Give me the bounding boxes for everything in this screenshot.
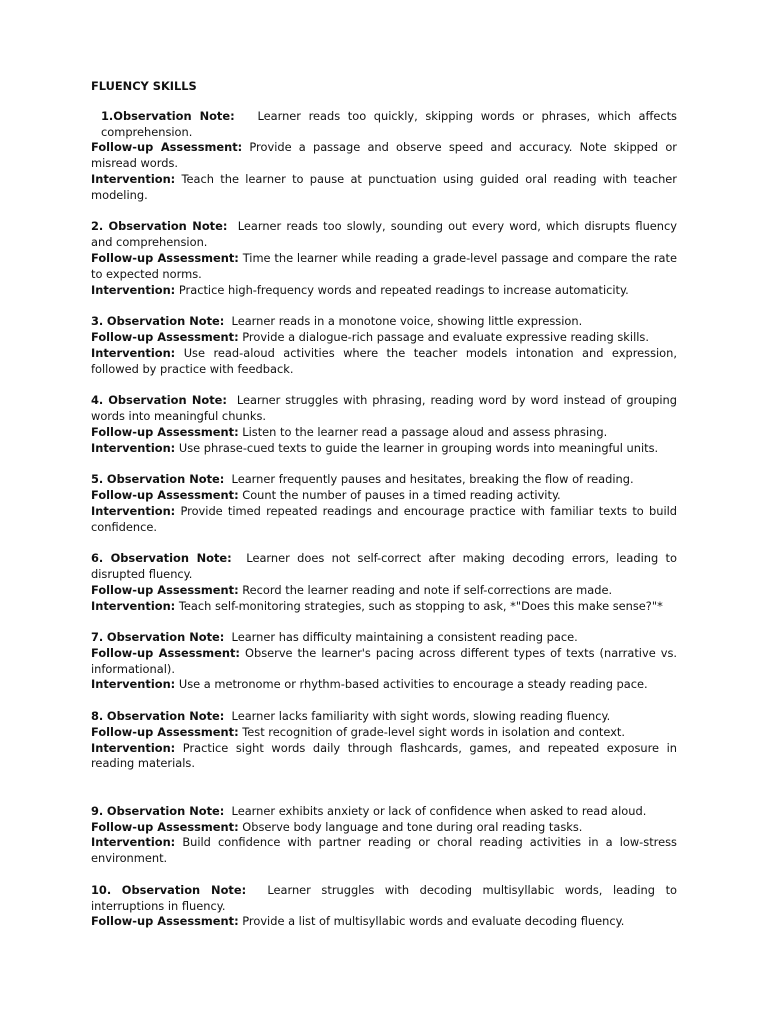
- observation-text: Learner reads too slowly, sounding out every word, which disrupts fluency and comprehension.: [91, 219, 678, 250]
- follow-up-label: Follow-up Assessment:: [91, 250, 239, 265]
- intervention-text: Teach self-monitoring strategies, such as stopping to ask, *"Does this make sense?"*: [178, 598, 663, 613]
- follow-up-label: Follow-up Assessment:: [91, 645, 240, 660]
- observation-label: Observation Note:: [121, 882, 247, 897]
- entry-number: 4.: [91, 393, 104, 408]
- follow-up-line: [91, 140, 677, 172]
- entry-number: 5.: [91, 472, 104, 487]
- intervention-text: Use phrase-cued texts to guide the learner in grouping words into meaningful units.: [178, 440, 659, 455]
- observation-text: Learner struggles with phrasing, reading word by word instead of grouping words into meaningful chunks.: [91, 393, 678, 423]
- follow-up-line: [91, 820, 677, 836]
- entry-8: [91, 709, 677, 772]
- observation-text: Learner frequently pauses and hesitates, breaking the flow of reading.: [231, 472, 634, 487]
- intervention-line: [91, 441, 677, 457]
- entry-6: [91, 551, 677, 614]
- intervention-label: Intervention:: [91, 835, 176, 850]
- observation-line: [91, 630, 677, 646]
- observation-label: Observation Note:: [106, 709, 225, 724]
- follow-up-text: Provide a list of multisyllabic words and evaluate decoding fluency.: [242, 914, 625, 929]
- entry-2: [91, 219, 677, 298]
- entry-10: [91, 883, 677, 930]
- follow-up-label: Follow-up Assessment:: [91, 914, 239, 929]
- entry-number: 6.: [91, 551, 104, 566]
- intervention-line: [91, 346, 677, 378]
- entry-number: 1.: [101, 108, 114, 123]
- observation-label: Observation Note:: [110, 551, 232, 566]
- follow-up-label: Follow-up Assessment:: [91, 819, 239, 834]
- entry-number: 9.: [91, 803, 104, 818]
- intervention-line: [91, 741, 677, 773]
- observation-text: Learner lacks familiarity with sight words, slowing reading fluency.: [231, 709, 611, 724]
- observation-text: Learner exhibits anxiety or lack of confidence when asked to read aloud.: [231, 803, 647, 818]
- observation-line: [91, 472, 677, 488]
- observation-label: Observation Note:: [113, 108, 235, 123]
- observation-line: [91, 219, 677, 251]
- observation-text: Learner does not self-correct after making decoding errors, leading to disrupted fluency.: [91, 551, 677, 581]
- intervention-label: Intervention:: [91, 282, 176, 297]
- entry-number: 10.: [91, 882, 112, 897]
- intervention-label: Intervention:: [91, 598, 176, 613]
- intervention-line: [91, 283, 677, 299]
- entry-number: 7.: [91, 630, 104, 645]
- follow-up-text: Observe the learner's pacing across different types of texts (narrative vs. informational).: [91, 645, 677, 676]
- observation-label: Observation Note:: [108, 219, 228, 234]
- follow-up-label: Follow-up Assessment:: [91, 424, 239, 439]
- follow-up-text: Provide a dialogue-rich passage and evaluate expressive reading skills.: [242, 329, 649, 344]
- observation-label: Observation Note:: [106, 630, 225, 645]
- follow-up-label: Follow-up Assessment:: [91, 487, 239, 502]
- follow-up-line: [91, 251, 677, 283]
- observation-label: Observation Note:: [106, 472, 225, 487]
- entry-number: 3.: [91, 314, 104, 329]
- document-page: [91, 79, 677, 946]
- follow-up-line: [91, 425, 677, 441]
- intervention-label: Intervention:: [91, 740, 176, 755]
- entry-1: [91, 109, 677, 204]
- intervention-label: Intervention:: [91, 440, 176, 455]
- follow-up-line: [91, 583, 677, 599]
- follow-up-text: Time the learner while reading a grade-level passage and compare the rate to expected norms.: [91, 250, 677, 281]
- entry-5: [91, 472, 677, 535]
- intervention-line: [91, 835, 677, 867]
- intervention-line: [91, 677, 677, 693]
- follow-up-text: Listen to the learner read a passage aloud and assess phrasing.: [242, 424, 608, 439]
- observation-label: Observation Note:: [106, 314, 225, 329]
- observation-line: [91, 883, 677, 915]
- entry-9: [91, 804, 677, 867]
- follow-up-line: [91, 646, 677, 678]
- entry-number: 2.: [91, 219, 104, 234]
- intervention-line: [91, 504, 677, 536]
- follow-up-label: Follow-up Assessment:: [91, 140, 243, 155]
- follow-up-line: [91, 914, 677, 930]
- entry-7: [91, 630, 677, 693]
- follow-up-label: Follow-up Assessment:: [91, 329, 239, 344]
- observation-label: Observation Note:: [108, 393, 227, 408]
- entry-4: [91, 393, 677, 456]
- follow-up-text: Record the learner reading and note if self-corrections are made.: [242, 582, 613, 597]
- entry-number: 8.: [91, 709, 104, 724]
- observation-text: Learner reads in a monotone voice, showing little expression.: [231, 314, 583, 329]
- intervention-text: Practice sight words daily through flashcards, games, and repeated exposure in reading materials.: [91, 740, 677, 771]
- intervention-label: Intervention:: [91, 677, 176, 692]
- follow-up-label: Follow-up Assessment:: [91, 724, 239, 739]
- intervention-text: Provide timed repeated readings and encourage practice with familiar texts to build confidence.: [91, 503, 678, 534]
- entry-3: [91, 314, 677, 377]
- intervention-text: Use read-aloud activities where the teacher models intonation and expression, followed by practice with feedback.: [91, 345, 677, 376]
- intervention-text: Practice high-frequency words and repeated readings to increase automaticity.: [178, 282, 629, 297]
- intervention-label: Intervention:: [91, 345, 176, 360]
- observation-label: Observation Note:: [106, 803, 225, 818]
- observation-line: [91, 709, 677, 725]
- observation-line: [91, 109, 677, 141]
- intervention-line: [91, 172, 677, 204]
- intervention-text: Use a metronome or rhythm-based activities to encourage a steady reading pace.: [178, 677, 648, 692]
- intervention-text: Teach the learner to pause at punctuation using guided oral reading with teacher modeling.: [91, 171, 677, 202]
- follow-up-label: Follow-up Assessment:: [91, 582, 239, 597]
- intervention-label: Intervention:: [91, 171, 176, 186]
- follow-up-text: Count the number of pauses in a timed reading activity.: [242, 487, 561, 502]
- follow-up-text: Test recognition of grade-level sight words in isolation and context.: [242, 724, 626, 739]
- observation-text: Learner reads too quickly, skipping words or phrases, which affects comprehension.: [101, 108, 677, 139]
- follow-up-line: [91, 725, 677, 741]
- observation-text: Learner struggles with decoding multisyllabic words, leading to interruptions in fluency.: [91, 882, 678, 913]
- observation-line: [91, 393, 677, 425]
- follow-up-line: [91, 488, 677, 504]
- follow-up-text: Provide a passage and observe speed and accuracy. Note skipped or misread words.: [91, 140, 677, 171]
- observation-line: [91, 314, 677, 330]
- follow-up-text: Observe body language and tone during oral reading tasks.: [242, 819, 583, 834]
- document-title: FLUENCY SKILLS: [91, 79, 197, 93]
- intervention-label: Intervention:: [91, 503, 176, 518]
- observation-text: Learner has difficulty maintaining a consistent reading pace.: [231, 630, 578, 645]
- observation-line: [91, 551, 677, 583]
- intervention-line: [91, 599, 677, 615]
- follow-up-line: [91, 330, 677, 346]
- intervention-text: Build confidence with partner reading or choral reading activities in a low-stress environment.: [91, 835, 677, 866]
- observation-line: [91, 804, 677, 820]
